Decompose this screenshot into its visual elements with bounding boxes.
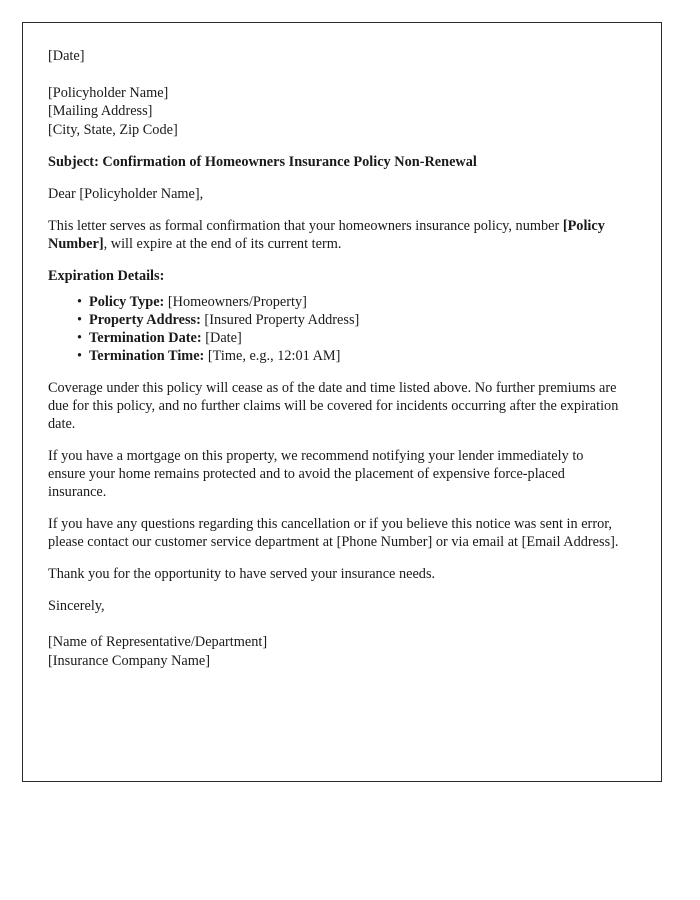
recipient-address-block [48,84,623,139]
coverage-paragraph: Coverage under this policy will cease as of the date and time listed above. No further premiums are due for this policy, and no further claims will be covered for incidents occurring after the expiration date. [48,380,619,433]
bullet-icon: • [77,294,83,311]
detail-value: [Homeowners/Property] [164,294,307,311]
expiration-details-heading: Expiration Details: [48,268,165,285]
recipient-name: [Policyholder Name] [48,85,169,101]
expiration-details-list [48,293,623,365]
detail-value: [Time, e.g., 12:01 AM] [204,348,341,365]
recipient-city-state-zip: [City, State, Zip Code] [48,121,178,138]
detail-value: [Date] [201,330,242,347]
mortgage-paragraph: If you have a mortgage on this property, we recommend notifying your lender immediately to ensure your home remains protected and to avoid the placement of expensive force-placed insurance. [48,448,584,501]
detail-label: Termination Date: [89,330,202,347]
detail-label: Termination Time: [89,348,205,365]
document-page-frame [22,22,662,782]
thanks-paragraph: Thank you for the opportunity to have served your insurance needs. [48,566,436,583]
bullet-icon: • [77,312,83,329]
closing-salutation: Sincerely, [48,598,105,615]
list-item [48,347,623,365]
list-item [48,311,623,329]
detail-value: [Insured Property Address] [200,312,360,329]
list-item [48,329,623,347]
bullet-icon: • [77,348,83,365]
signature-representative: [Name of Representative/Department] [48,634,268,651]
intro-text-before: This letter serves as formal confirmation that your homeowners insurance policy, number [48,218,563,235]
questions-paragraph: If you have any questions regarding this cancellation or if you believe this notice was sent in error, please contact our customer service department at [Phone Number] or via email at [Email Address]. [48,516,619,551]
detail-label: Policy Type: [89,294,165,311]
list-item [48,293,623,311]
bullet-icon: • [77,330,83,347]
policy-number-placeholder: [Policy Number] [48,218,605,253]
intro-text-after: , will expire at the end of its current term. [103,236,342,253]
salutation: Dear [Policyholder Name], [48,186,204,203]
letter-body [48,47,623,670]
subject-line: Subject: Confirmation of Homeowners Insurance Policy Non-Renewal [48,154,477,171]
intro-paragraph [48,217,623,253]
recipient-street: [Mailing Address] [48,103,153,120]
date-line: [Date] [48,48,85,64]
signature-block [48,633,623,670]
signature-company: [Insurance Company Name] [48,652,210,669]
detail-label: Property Address: [89,312,201,329]
